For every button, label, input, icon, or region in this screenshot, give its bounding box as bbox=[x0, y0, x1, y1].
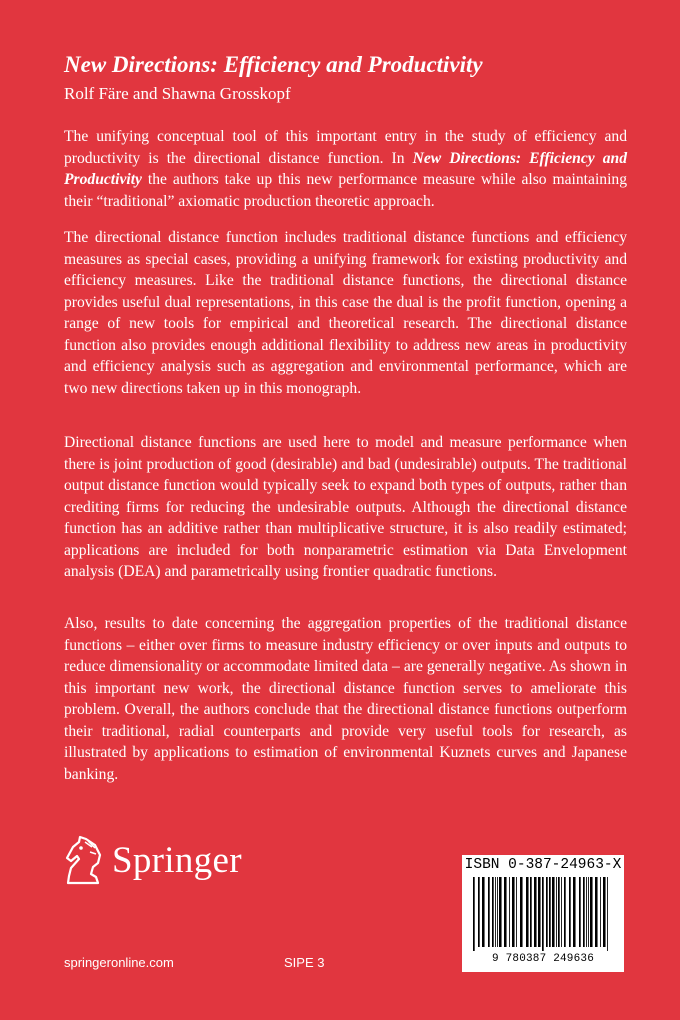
blurb-paragraph-2: The directional distance function includes traditional distance functions and efficiency measures as special cases, providing a unifying framework for existing productivity and efficiency measures. Like the traditional distance functions, the directional distance provides useful dual representations, in this case the dual is the profit function, opening a range of new tools for empirical and theoretical research. The directional distance function also provides enough additional flexibility to address new areas in productivity and efficiency analysis such as aggregation and environmental performance, which are two new directions taken up in this monograph. bbox=[64, 229, 627, 397]
barcode-graphic bbox=[473, 877, 611, 951]
publisher-logo bbox=[60, 834, 242, 886]
isbn-number: ISBN 0-387-24963-X bbox=[464, 857, 622, 873]
series-label: SIPE 3 bbox=[284, 955, 325, 970]
publisher-website: springeronline.com bbox=[64, 955, 174, 970]
blurb-text: The unifying conceptual tool of this important entry in the study of efficiency and productivity is the directional distance function. In bbox=[64, 128, 627, 167]
publisher-name: Springer bbox=[112, 839, 242, 881]
springer-knight-icon bbox=[60, 834, 106, 886]
ean-number: 9 780387 249636 bbox=[491, 953, 595, 965]
book-authors: Rolf Färe and Shawna Grosskopf bbox=[64, 84, 291, 103]
blurb-paragraph-4: Also, results to date concerning the aggregation properties of the traditional distance functions – either over firms to measure industry efficiency or over inputs and outputs to reduce dimensionality or accommodate limited data – are generally negative. As shown in this important new work, the directional distance function serves to ameliorate this problem. Overall, the authors conclude that the directional distance functions outperform their traditional, radial counterparts and provide very useful tools for research, as illustrated by applications to estimation of environmental Kuznets curves and Japanese banking. bbox=[64, 615, 627, 783]
book-title: New Directions: Efficiency and Productivity bbox=[64, 52, 483, 77]
blurb-title-reference: New Directions: Efficiency and Productivity bbox=[64, 149, 627, 188]
blurb-paragraph-1 bbox=[64, 126, 627, 212]
barcode-bars bbox=[473, 877, 611, 951]
blurb-text: the authors take up this new performance measure while also maintaining their “traditional” axiomatic production theoretic approach. bbox=[64, 171, 627, 210]
isbn-barcode bbox=[462, 855, 624, 972]
blurb-paragraph-3: Directional distance functions are used here to model and measure performance when there is joint production of good (desirable) and bad (undesirable) outputs. The traditional output distance function would typically seek to expand both types of outputs, rather than crediting firms for reducing the undesirable outputs. Although the directional distance function has an additive rather than multiplicative structure, it is also readily estimated; applications are included for both nonparametric estimation via Data Envelopment analysis (DEA) and parametrically using frontier quadratic functions. bbox=[64, 434, 627, 580]
